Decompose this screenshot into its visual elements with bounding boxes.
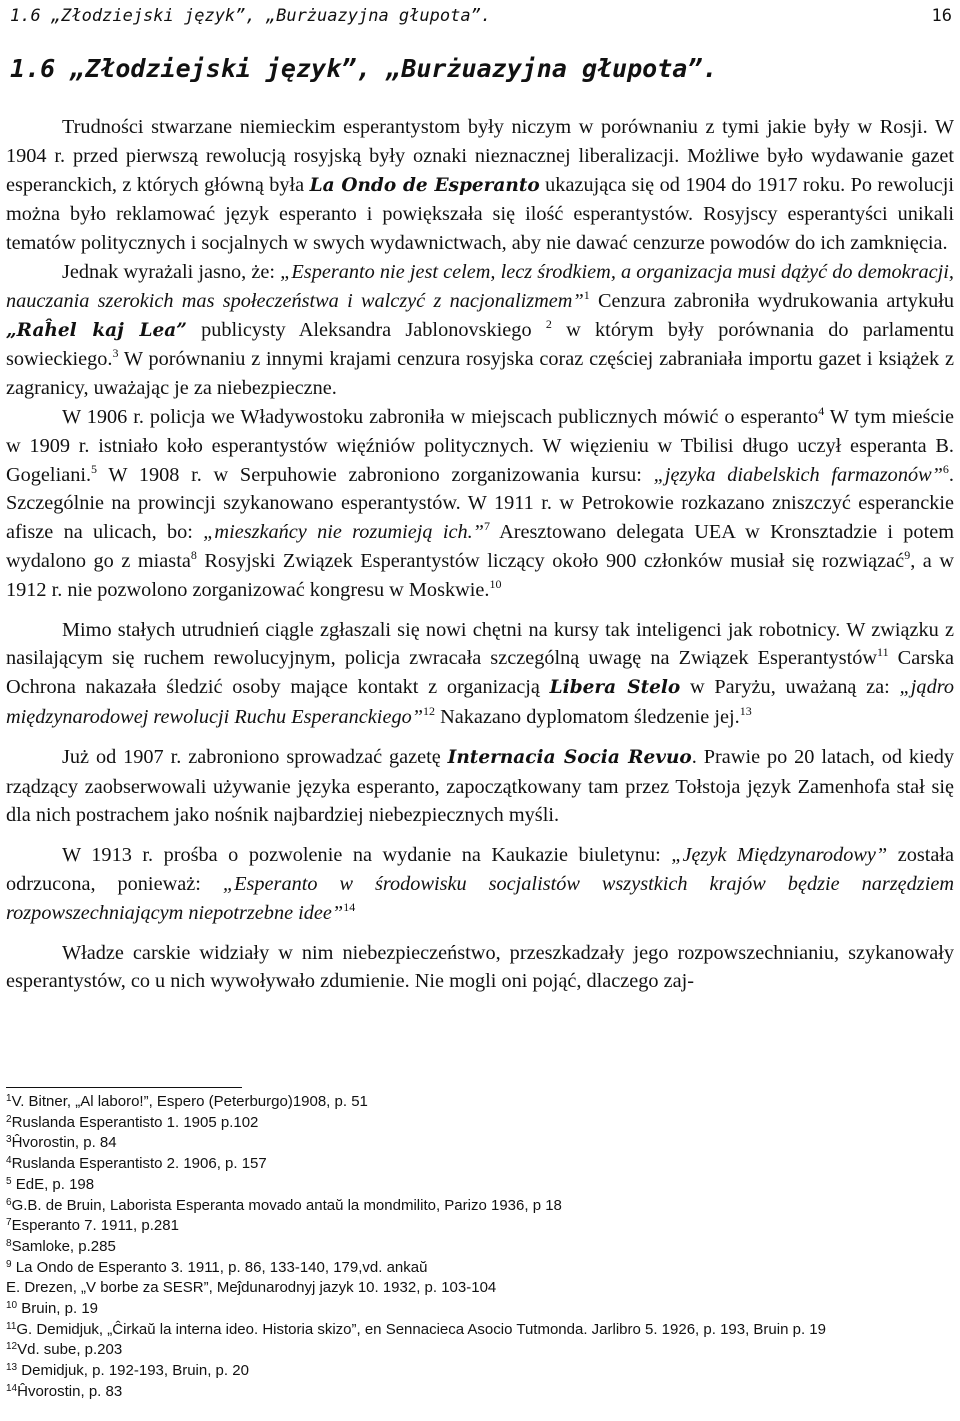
- footnote-number: 6: [6, 1196, 12, 1208]
- footnote-number: 5: [6, 1175, 12, 1187]
- footnote: [6, 1092, 954, 1113]
- quotation: „języka diabelskich farmazonów”: [653, 463, 943, 486]
- footnote-text: Ĥvorostin, p. 83: [17, 1382, 123, 1400]
- footnote: [6, 1216, 954, 1237]
- journal-title: Libera Stelo: [549, 677, 681, 699]
- footnote-ref: 4: [818, 403, 825, 418]
- footnote-text: G. Demidjuk, „Ĉirkaŭ la interna ideo. Historia skizo”, en Sennacieca Asocio Tutmonda. Jarlibro 5. 1926, p. 193, Bruin p. 19: [16, 1320, 826, 1338]
- journal-title: La Ondo de Esperanto: [309, 174, 540, 196]
- footnote: [6, 1237, 954, 1258]
- footnote-ref: 6: [942, 461, 949, 476]
- text-span: Nakazano dyplomatom śledzenie jej.: [435, 705, 740, 728]
- text-span: Władze carskie widziały w nim niebezpieczeństwo, przeszkadzały jego rozpowszechnianiu, szykanowały esperantystów, co u nich wywoływało zdumienie. Nie mogli oni pojąć, dlaczego zaj-: [6, 941, 954, 993]
- paragraph-5: [6, 743, 954, 830]
- text-span: , a w 1912 r. nie pozwolono zorganizować kongresu w Moskwie.: [6, 549, 954, 601]
- footnote-number: 9: [6, 1258, 12, 1270]
- footnote-text: E. Drezen, „V borbe za SESR”, Meĵdunarodnyj jazyk 10. 1932, p. 103-104: [6, 1279, 497, 1297]
- footnote-ref: 8: [190, 547, 197, 562]
- footnote-number: 11: [6, 1320, 17, 1332]
- text-span: w którym były porównania do parlamentu sowieckiego.: [6, 318, 954, 371]
- paragraph-7: [6, 939, 954, 997]
- footnote-text: G.B. de Bruin, Laborista Esperanta movado antaŭ la mondmilito, Parizo 1936, p 18: [11, 1196, 562, 1214]
- footnote-ref: 3: [112, 346, 119, 361]
- body-text: [6, 113, 954, 996]
- text-span: Rosyjski Związek Esperantystów liczący około 900 członków musiał się rozwiązać: [196, 549, 905, 572]
- footnote-text: Ĥvorostin, p. 84: [11, 1134, 117, 1152]
- footnote-number: 12: [6, 1341, 18, 1353]
- footnote-text: V. Bitner, „Al laboro!”, Espero (Peterburgo)1908, p. 51: [11, 1093, 368, 1110]
- footnote-continuation: [6, 1278, 954, 1299]
- paragraph-1: [6, 113, 954, 258]
- text-span: . Szczególnie na prowincji szykanowano esperantystów. W 1911 r. w Petrokowie rozkazano zniszczyć esperanckie afisze na ulicach, bo:: [6, 463, 954, 544]
- footnote: [6, 1361, 954, 1382]
- footnote: [6, 1154, 954, 1175]
- footnote-text: Demidjuk, p. 192-193, Bruin, p. 20: [17, 1362, 249, 1380]
- quotation: „Język Międzynarodowy”: [671, 844, 888, 867]
- footnote-number: 13: [6, 1362, 18, 1374]
- paragraph-6: [6, 841, 954, 927]
- quotation: „Esperanto w środowisku socjalistów wszystkich krajów będzie narzędziem rozpowszechniającym niepotrzebne idee”: [6, 872, 954, 924]
- footnote-ref: 12: [423, 703, 436, 718]
- text-span: ukazująca się od 1904 do 1917 roku. Po rewolucji można było reklamować język esperanto i powiększała się ilość esperantystów. Rosyjscy esperantyści unikali tematów politycznych i socjalnych w swych wydawnictwach, aby nie dawać cenzurze powodów do ich zamknięcia.: [6, 173, 954, 255]
- footnote: [6, 1299, 954, 1320]
- footnote: [6, 1382, 954, 1403]
- text-span: została odrzucona, ponieważ:: [6, 844, 954, 895]
- text-span: Już od 1907 r. zabroniono sprowadzać gazetę: [62, 745, 448, 768]
- text-span: W tym mieście w 1909 r. istniało koło esperantystów więźniów politycznych. W więzieniu w Tbilisi długo uczył esperanta B. Gogeliani.: [6, 405, 954, 486]
- running-header: [10, 2, 952, 30]
- journal-title: Internacia Socia Revuo: [447, 746, 692, 768]
- footnote-ref: 7: [483, 519, 490, 534]
- quotation: „Esperanto nie jest celem, lecz środkiem, a organizacja musi dążyć do demokracji, nauczania szerokich mas społeczeństwa i walczyć z nacjonalizmem”: [6, 260, 954, 312]
- footnotes-list: [6, 1092, 954, 1403]
- footnote: [6, 1175, 954, 1196]
- footnote-number: 8: [6, 1237, 12, 1249]
- paragraph-2: [6, 258, 954, 403]
- journal-title: „Raĥel kaj Lea”: [6, 319, 187, 341]
- footnote-number: 2: [6, 1113, 12, 1125]
- footnote-ref: 9: [904, 547, 911, 562]
- footnote-text: Vd. sube, p.203: [17, 1341, 123, 1359]
- footnote: [6, 1133, 954, 1154]
- footnote: [6, 1196, 954, 1217]
- footnote: [6, 1258, 954, 1279]
- footnote-text: Ruslanda Esperantisto 2. 1906, p. 157: [11, 1155, 267, 1173]
- footnote-text: Ruslanda Esperantisto 1. 1905 p.102: [11, 1113, 259, 1131]
- footnote-text: Samloke, p.285: [11, 1237, 116, 1255]
- footnote: [6, 1320, 954, 1341]
- section-heading: 1.6 „Złodziejski język”, „Burżuazyjna głupota”.: [10, 54, 718, 83]
- footnote-ref: 5: [91, 461, 98, 476]
- quotation: „mieszkańcy nie rozumieją ich.”: [203, 521, 484, 544]
- text-span: W porównaniu z innymi krajami cenzura rosyjska coraz częściej zabraniała importu gazet i książek z zagranicy, uważając je za niebezpieczne.: [6, 348, 954, 400]
- footnote-number: 7: [6, 1217, 12, 1229]
- footnote-ref: 13: [739, 703, 752, 718]
- footnote-number: 10: [6, 1300, 18, 1312]
- page-number: 16: [931, 6, 952, 26]
- text-span: Carska Ochrona nakazała śledzić osoby mające kontakt z organizacją: [6, 647, 955, 699]
- text-span: W 1906 r. policja we Władywostoku zabroniła w miejscach publicznych mówić o esperanto: [62, 405, 819, 428]
- text-span: Aresztowano delegata UEA w Kronsztadzie i potem wydalono go z miasta: [6, 521, 954, 572]
- footnote-text: Bruin, p. 19: [17, 1300, 99, 1318]
- text-span: Trudności stwarzane niemieckim esperantystom były niczym w porównaniu z tymi jakie były w Rosji. W 1904 r. przed pierwszą rewolucją rosyjską były oznaki nieznacznej liberalizacji. Możliwe było wydawanie gazet esperanckich, z których główną była: [6, 116, 954, 196]
- footnote-number: 4: [6, 1155, 12, 1167]
- footnote-ref: 14: [343, 899, 356, 914]
- footnote-text: EdE, p. 198: [11, 1175, 95, 1193]
- text-span: Mimo stałych utrudnień ciągle zgłaszali się nowi chętni na kursy tak inteligenci jak robotnicy. W związku z nasilającym się ruchem rewolucyjnym, policja zwracała szczególną uwagę na Związek Esperantystów: [6, 618, 954, 670]
- footnote-separator: [6, 1087, 242, 1088]
- footnote-text: Esperanto 7. 1911, p.281: [11, 1217, 179, 1235]
- text-span: w Paryżu, uważaną za:: [680, 676, 900, 699]
- text-span: . Prawie po 20 latach, od kiedy rządzący zaobserwowali używanie języka esperanto, zapoczątkowany tam przez Tołstoja język Zamenhofa stał się dla nich postrachem jako nośnik najbardziej niebezpiecznych myśli.: [6, 745, 954, 827]
- footnote-ref: 11: [877, 645, 889, 660]
- text-span: Jednak wyrażali jasno, że:: [62, 260, 281, 283]
- footnote-number: 1: [6, 1093, 12, 1104]
- running-header-title: 1.6 „Złodziejski język”, „Burżuazyjna głupota”.: [10, 6, 492, 26]
- text-span: W 1908 r. w Serpuhowie zabroniono zorganizowania kursu:: [97, 463, 654, 486]
- footnote-ref: 1: [583, 287, 590, 302]
- footnote: [6, 1340, 954, 1361]
- text-span: Cenzura zabroniła wydrukowania artykułu: [589, 289, 954, 312]
- quotation: „jądro międzynarodowej rewolucji Ruchu Esperanckiego”: [6, 676, 954, 728]
- footnote-number: 3: [6, 1134, 12, 1146]
- paragraph-3: [6, 403, 954, 605]
- footnote-ref: 2: [545, 316, 552, 331]
- text-span: publicysty Aleksandra Jablonovskiego: [186, 318, 546, 341]
- footnote-ref: 10: [489, 576, 502, 591]
- paragraph-4: [6, 616, 954, 732]
- footnote-text: La Ondo de Esperanto 3. 1911, p. 86, 133-140, 179,vd. ankaŭ: [11, 1258, 428, 1276]
- text-span: W 1913 r. prośba o pozwolenie na wydanie na Kaukazie biuletynu:: [62, 844, 672, 867]
- footnote-number: 14: [6, 1382, 18, 1394]
- footnote: [6, 1113, 954, 1134]
